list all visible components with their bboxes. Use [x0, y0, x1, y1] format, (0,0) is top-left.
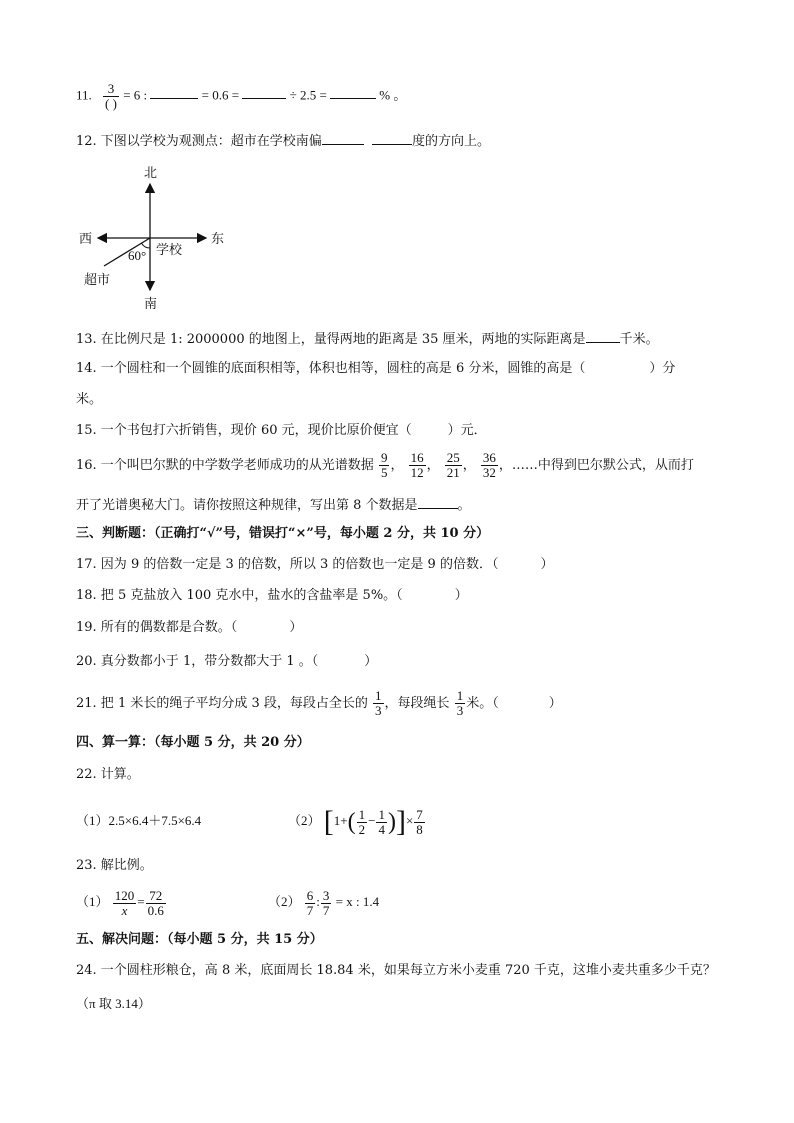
fraction-denominator: 7	[322, 902, 330, 918]
question-22-part1	[76, 811, 201, 831]
fraction-1-4	[376, 808, 387, 837]
answer-blank[interactable]	[242, 84, 286, 99]
question-15	[76, 421, 487, 441]
expression: 1+	[333, 813, 348, 828]
fraction-9-5	[379, 451, 390, 480]
question-24-line2	[76, 994, 151, 1014]
part-label: （1）	[76, 894, 109, 909]
question-text: 13. 在比例尺是 1: 2000000 的地图上，量得两地的距离是 35 厘米，两地的实际距离是	[76, 332, 586, 347]
question-16-line2	[76, 494, 471, 516]
fraction-numerator: 25	[446, 450, 460, 465]
question-text: 18. 把 5 克盐放入 100 克水中，盐水的含盐率是 5%。（	[76, 588, 403, 603]
fraction-numerator: 1	[378, 806, 385, 822]
fraction-16-12	[409, 451, 426, 480]
left-bracket: [	[323, 805, 334, 839]
question-23-part2	[268, 884, 379, 920]
question-text: ）分	[649, 361, 676, 376]
fraction-numerator: 1	[358, 806, 366, 822]
fraction-numerator: 1	[456, 688, 464, 703]
question-text: 22. 计算。	[76, 767, 140, 782]
fraction-denominator: 12	[410, 465, 424, 480]
fraction-numerator: 72	[146, 889, 166, 904]
expression: = x : 1.4	[335, 894, 380, 909]
fraction-denominator: 4	[378, 821, 385, 837]
question-text: 千米。	[619, 332, 659, 347]
question-text: 19. 所有的偶数都是合数。（	[76, 620, 238, 635]
fraction-numerator: 120	[114, 887, 135, 903]
section-4-title	[76, 733, 310, 753]
section-title: 三、判断题：（正确打“√”号，错误打“×”号，每小题 2 分，共 10 分）	[76, 526, 490, 541]
angle-label: 60°	[128, 248, 147, 263]
question-23-part1	[76, 884, 167, 920]
section-title: 四、算一算：（每小题 5 分，共 20 分）	[76, 735, 310, 750]
fraction-numerator: 6	[306, 887, 314, 903]
fraction-denominator: 3	[456, 703, 464, 718]
operator: ×	[405, 813, 414, 828]
question-text: 17. 因为 9 的倍数一定是 3 的倍数，所以 3 的倍数也一定是 9 的倍数．（	[76, 557, 499, 572]
separator: ，	[462, 458, 476, 473]
fraction-denominator: 5	[380, 465, 388, 480]
question-text: ，……中得到巴尔默公式，从而打	[498, 458, 694, 473]
question-text: 15. 一个书包打六折销售，现价 60 元，现价比原价便宜（	[76, 423, 412, 438]
left-paren: (	[347, 809, 356, 836]
question-24	[76, 961, 716, 981]
answer-blank[interactable]	[150, 84, 198, 99]
north-label: 北	[144, 166, 158, 181]
fraction-1-3	[455, 689, 466, 718]
question-12	[76, 130, 490, 152]
question-text: ）	[548, 696, 562, 711]
fraction	[103, 82, 119, 111]
fraction-36-32	[481, 451, 498, 480]
south-label: 南	[144, 297, 158, 312]
question-text: 度的方向上。	[411, 134, 490, 149]
equation-part: = 0.6 =	[201, 87, 240, 103]
fraction-denominator: ( )	[105, 96, 117, 111]
fraction-denominator: 2	[358, 821, 366, 837]
school-label: 学校	[156, 243, 183, 258]
question-19	[76, 618, 302, 638]
question-text: ）	[454, 588, 468, 603]
fraction-72-0.6	[146, 889, 166, 918]
fraction-7-8	[414, 808, 425, 837]
compass-diagram	[76, 162, 236, 312]
question-text: 。	[457, 498, 471, 513]
fraction-numerator: 16	[410, 450, 424, 465]
operator: =	[137, 894, 145, 909]
fraction-denominator: x	[121, 902, 128, 918]
section-5-title	[76, 930, 323, 950]
equation-part: % 。	[379, 87, 407, 103]
question-text: ）	[364, 654, 378, 669]
question-22	[76, 765, 140, 785]
fraction-denominator: 0.6	[147, 902, 164, 918]
question-text: 20. 真分数都小于 1，带分数都大于 1 。（	[76, 654, 319, 669]
equation-part: ÷ 2.5 =	[289, 87, 327, 103]
question-21	[76, 686, 562, 722]
fraction-6-7	[305, 889, 316, 918]
separator: ，	[390, 458, 404, 473]
fraction-denominator: 21	[446, 465, 460, 480]
answer-blank[interactable]	[322, 130, 364, 145]
question-23	[76, 856, 153, 876]
question-22-part2	[288, 800, 426, 843]
west-label: 西	[79, 232, 93, 247]
separator: ，	[426, 458, 440, 473]
fraction-denominator: 7	[306, 902, 314, 918]
part-label: （2）	[288, 813, 321, 828]
section-3-title	[76, 524, 489, 544]
fraction-1-2	[357, 808, 368, 837]
question-text: ）元．	[447, 423, 487, 438]
answer-blank[interactable]	[372, 130, 412, 145]
answer-blank[interactable]	[330, 84, 376, 99]
question-20	[76, 652, 377, 672]
operator: :	[316, 894, 320, 909]
equation-part: = 6 :	[123, 87, 148, 103]
fraction-3-7	[321, 889, 332, 918]
question-18	[76, 586, 468, 606]
question-16	[76, 448, 694, 484]
right-paren: )	[387, 809, 396, 836]
section-title: 五、解决问题：（每小题 5 分，共 15 分）	[76, 932, 323, 947]
question-text: ，每段绳长	[384, 696, 450, 711]
fraction-denominator: 32	[482, 465, 496, 480]
question-text: ）	[289, 620, 303, 635]
expression: （1）2.5×6.4＋7.5×6.4	[76, 813, 202, 828]
question-text: 开了光谱奥秘大门。请你按照这种规律，写出第 8 个数据是	[76, 498, 418, 513]
question-number: 11.	[76, 87, 92, 103]
fraction-numerator: 36	[482, 450, 496, 465]
question-13	[76, 328, 659, 350]
question-14	[76, 359, 675, 379]
fraction-numerator: 3	[103, 82, 119, 97]
east-label: 东	[211, 232, 225, 247]
question-text: 14. 一个圆柱和一个圆锥的底面积相等，体积也相等，圆柱的高是 6 分米，圆锥的高是（	[76, 361, 586, 376]
answer-blank[interactable]	[586, 328, 620, 343]
answer-blank[interactable]	[418, 494, 458, 509]
part-label: （2）	[268, 894, 301, 909]
fraction-numerator: 9	[380, 450, 388, 465]
question-17	[76, 555, 553, 575]
fraction-numerator: 1	[375, 688, 382, 703]
fraction-denominator: 3	[375, 703, 382, 718]
question-text: （π 取 3.14）	[76, 996, 151, 1011]
question-14-line2	[76, 390, 102, 410]
question-text: 16. 一个叫巴尔默的中学数学老师成功的从光谱数据	[76, 458, 374, 473]
market-label: 超市	[84, 273, 111, 288]
question-text: 23. 解比例。	[76, 858, 153, 873]
question-text: 12. 下图以学校为观测点：超市在学校南偏	[76, 134, 322, 149]
fraction-120-x	[113, 889, 137, 918]
fraction-denominator: 8	[416, 821, 423, 837]
question-text: 米。	[76, 392, 103, 407]
fraction-1-3	[373, 689, 384, 718]
question-text: 21. 把 1 米长的绳子平均分成 3 段，每段占全长的	[76, 696, 368, 711]
fraction-25-21	[445, 451, 462, 480]
fraction-numerator: 3	[322, 887, 330, 903]
question-text: 米。（	[466, 696, 499, 711]
fraction-numerator: 7	[416, 806, 423, 822]
right-bracket: ]	[395, 805, 406, 839]
question-text: ）	[540, 557, 554, 572]
operator: −	[368, 813, 376, 828]
question-text: 24. 一个圆柱形粮仓，高 8 米，底面周长 18.84 米，如果每立方米小麦重 720 千克，这堆小麦共重多少千克？	[76, 963, 716, 978]
question-11	[76, 82, 406, 111]
